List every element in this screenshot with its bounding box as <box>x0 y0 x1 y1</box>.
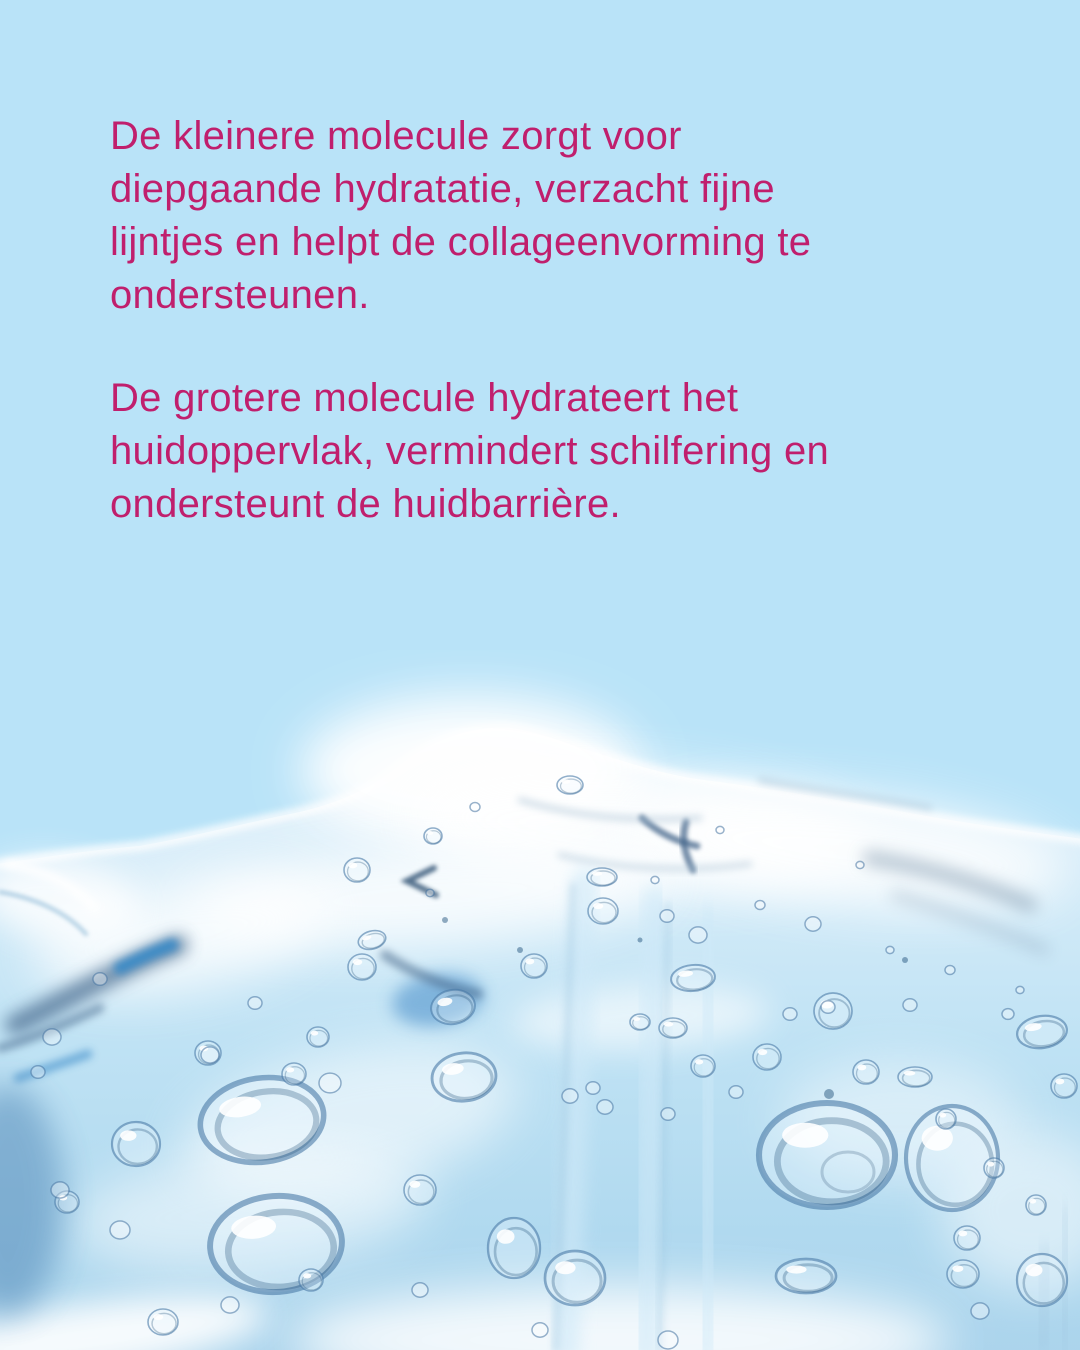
text-line: De kleinere molecule zorgt voor <box>110 114 682 158</box>
paragraph-small-molecule <box>110 110 829 322</box>
text-line: lijntjes en helpt de collageenvorming te <box>110 220 812 264</box>
text-line: huidoppervlak, vermindert schilfering en <box>110 429 830 473</box>
text-line: ondersteunen. <box>110 273 370 317</box>
text-line: diepgaande hydratatie, verzacht fijne <box>110 167 775 211</box>
text-line: ondersteunt de huidbarrière. <box>110 482 621 526</box>
text-line: De grotere molecule hydrateert het <box>110 376 739 420</box>
body-copy <box>110 110 829 531</box>
gel-photo <box>0 650 1080 1350</box>
paragraph-large-molecule <box>110 372 829 531</box>
